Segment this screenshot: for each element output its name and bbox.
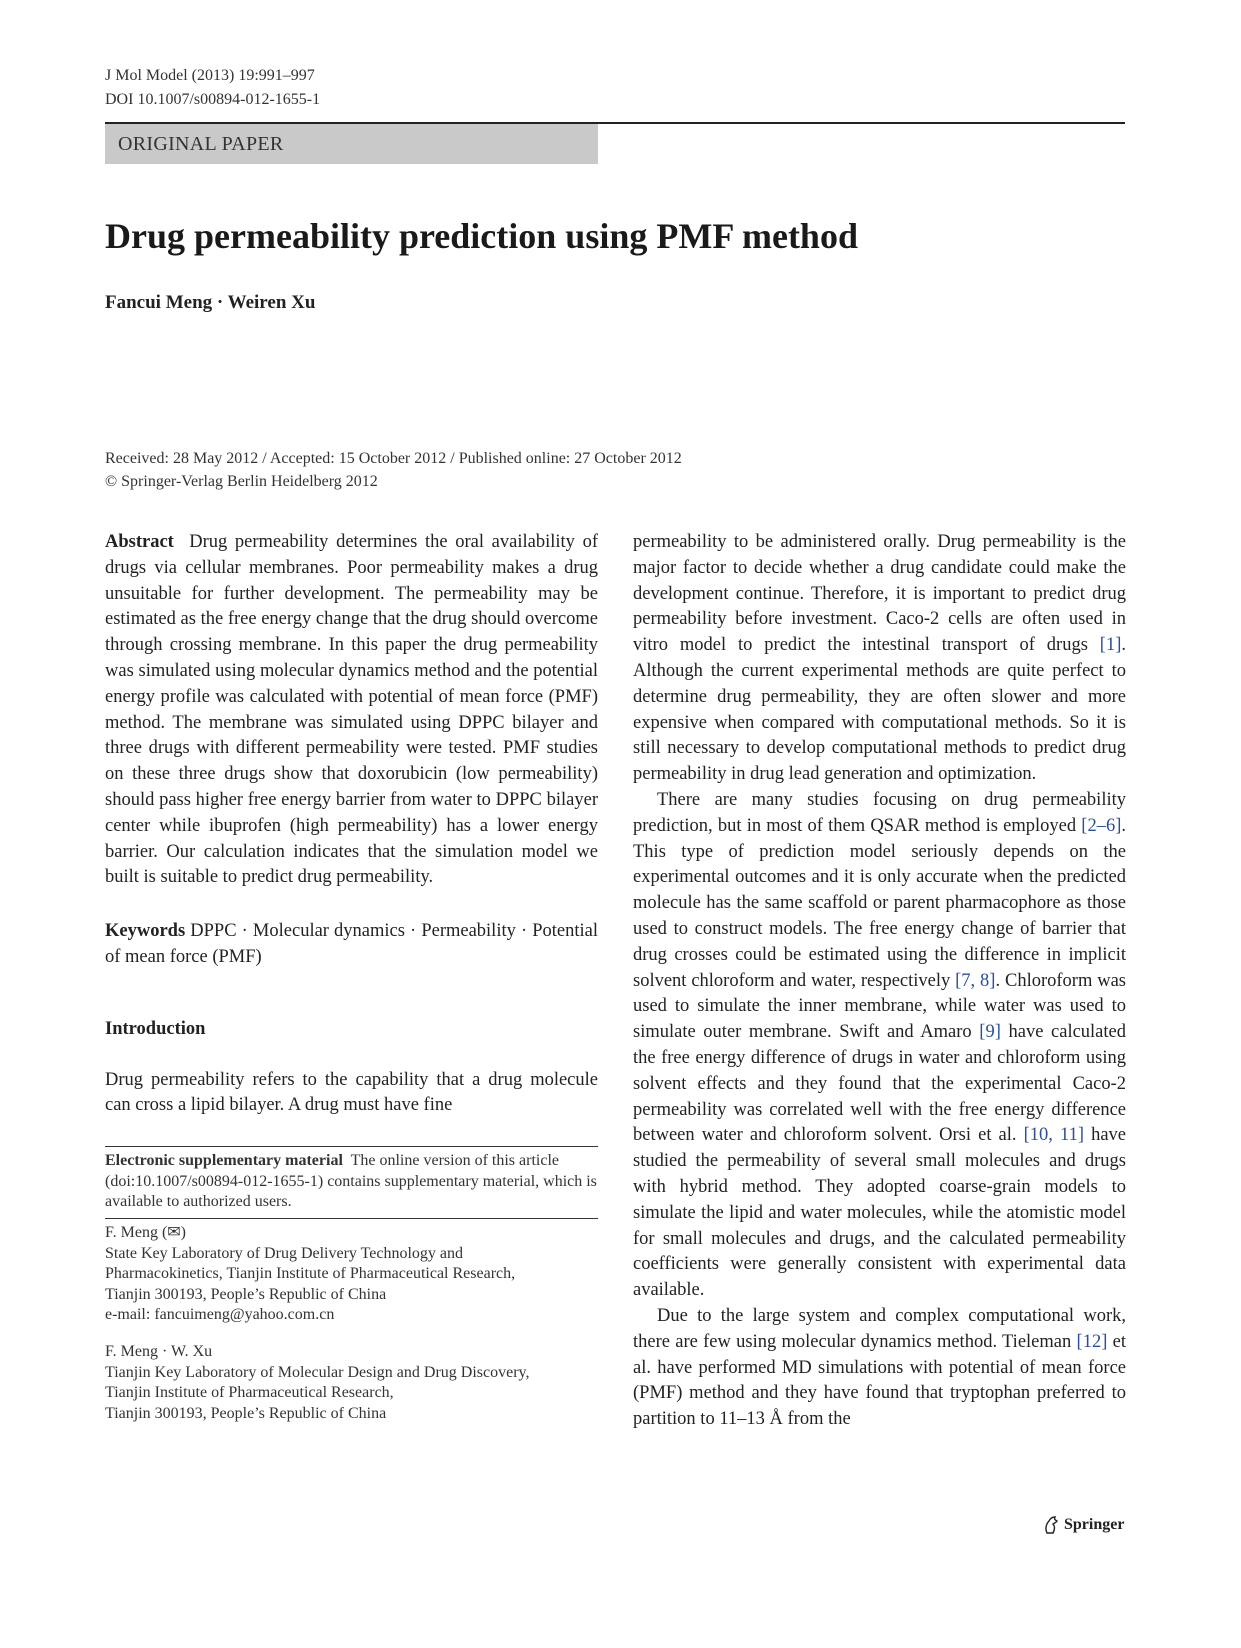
text-run: et al. have performed MD simulations with potential of mean force (PMF) method and they have found that tryptophan preferred to partition to 11–13 Å from the — [633, 1331, 1126, 1430]
citation-link[interactable]: [10, 11] — [1023, 1125, 1084, 1146]
abstract — [105, 530, 598, 891]
affiliation-2-line: Tianjin Institute of Pharmaceutical Research, — [105, 1384, 394, 1401]
affiliation-1 — [105, 1223, 598, 1326]
introduction-paragraph: Drug permeability refers to the capability that a drug molecule can cross a lipid bilayer. A drug must have fine — [105, 1069, 598, 1116]
text-run: Due to the large system and complex computational work, there are few using molecular dynamics method. Tieleman — [633, 1305, 1126, 1352]
intro-paragraph-1 — [633, 530, 1126, 788]
citation-link[interactable]: [7, 8] — [955, 970, 996, 991]
abstract-text: Drug permeability determines the oral availability of drugs via cellular membranes. Poor permeability makes a drug unsuitable for further development. The permeability may be estimated as the free energy change that the drug should overcome through crossing membrane. In this paper the drug permeability was simulated using molecular dynamics method and the potential energy profile was calculated with potential of mean force (PMF) method. The membrane was simulated using DPPC bilayer and three drugs with different permeability were tested. PMF studies on these three drugs show that doxorubicin (low permeability) should pass higher free energy barrier from water to DPPC bilayer center while ibuprofen (high permeability) has a lower energy barrier. Our calculation indicates that the simulation model we built is suitable to predict drug permeability. — [105, 532, 598, 888]
author-email[interactable]: e-mail: fancuimeng@yahoo.com.cn — [105, 1306, 335, 1323]
affiliation-1-line: Tianjin 300193, People’s Republic of China — [105, 1285, 387, 1303]
keywords-text: DPPC · Molecular dynamics · Permeability · Potential of mean force (PMF) — [105, 921, 598, 967]
footnote-rule — [105, 1146, 598, 1147]
citation-link[interactable]: [2–6] — [1081, 815, 1122, 836]
introduction-heading: Introduction — [105, 1018, 206, 1039]
received-line: Received: 28 May 2012 / Accepted: 15 October 2012 / Published online: 27 October 2012 — [105, 450, 682, 467]
text-run: . Chloroform was used to simulate the inner membrane, while water was used to simulate outer membrane. Swift and Amaro — [633, 970, 1127, 1043]
text-run: have studied the permeability of several small molecules and drugs with hybrid method. They adopted coarse-grain models to simulate the lipid and water molecules, while the atomistic model for small molecules and drugs, and the calculated permeability coefficients were generally consistent with experimental data available. — [633, 1125, 1126, 1301]
keywords — [105, 919, 598, 971]
right-column — [633, 530, 1126, 1433]
affiliation-1-name: F. Meng (✉) — [105, 1224, 187, 1241]
affiliation-2-name: F. Meng · W. Xu — [105, 1343, 213, 1360]
text-run: . Although the current experimental methods are quite perfect to determine drug permeability, they are often slower and more expensive when compared with computational methods. So it is still necessary to develop computational methods to predict drug permeability in drug lead generation and optimization. — [633, 635, 1126, 785]
affiliation-1-line: Pharmacokinetics, Tianjin Institute of Pharmaceutical Research, — [105, 1265, 516, 1282]
intro-paragraph-3 — [633, 1304, 1126, 1433]
text-run: . This type of prediction model seriously depends on the experimental outcomes and it is only accurate when the predicted molecule has the same scaffold or parent pharmacophore as those used to construct models. The free energy change of barrier that drug crosses could be estimated using the difference in implicit solvent chloroform and water, respectively — [633, 815, 1126, 991]
supplementary-note — [105, 1151, 598, 1213]
journal-header — [105, 64, 320, 112]
intro-paragraph-2 — [633, 788, 1126, 1304]
left-column — [105, 530, 598, 1119]
affiliation-1-line: State Key Laboratory of Drug Delivery Technology and — [105, 1244, 464, 1262]
affiliation-2 — [105, 1342, 598, 1424]
citation-link[interactable]: [12] — [1076, 1331, 1108, 1352]
publisher-logo — [1042, 1515, 1124, 1535]
text-run: There are many studies focusing on drug permeability prediction, but in most of them QSAR method is employed — [633, 789, 1126, 836]
citation-link[interactable]: [9] — [979, 1022, 1001, 1043]
citation-link[interactable]: [1] — [1099, 635, 1122, 656]
section-label: ORIGINAL PAPER — [105, 124, 598, 164]
abstract-label: Abstract — [105, 532, 174, 552]
affiliation-2-line: Tianjin 300193, People’s Republic of China — [105, 1404, 387, 1422]
esm-text: The online version of this article (doi:10.1007/s00894-012-1655-1) contains supplementary material, which is available to authorized users. — [105, 1152, 597, 1210]
journal-citation: J Mol Model (2013) 19:991–997 — [105, 67, 315, 84]
publisher-name: Springer — [1064, 1516, 1125, 1533]
text-run: have calculated the free energy difference of drugs in water and chloroform using solvent effects and they found that the experimental Caco-2 permeability was correlated well with the free energy difference between water and chloroform solvent. Orsi et al. — [633, 1022, 1126, 1146]
esm-label: Electronic supplementary material — [105, 1152, 343, 1169]
springer-horse-icon — [1042, 1515, 1060, 1535]
doi-line: DOI 10.1007/s00894-012-1655-1 — [105, 91, 321, 108]
affiliation-2-line: Tianjin Key Laboratory of Molecular Design and Drug Discovery, — [105, 1363, 530, 1381]
copyright-line: © Springer-Verlag Berlin Heidelberg 2012 — [105, 473, 378, 490]
publication-dates — [105, 447, 682, 493]
authors: Fancui Meng · Weiren Xu — [105, 292, 316, 313]
text-run: permeability to be administered orally. Drug permeability is the major factor to decide whether a drug candidate could make the development continue. Therefore, it is important to predict drug permeability before investment. Caco-2 cells are often used in vitro model to predict the intestinal transport of drugs — [633, 532, 1126, 656]
keywords-label: Keywords — [105, 921, 186, 942]
affiliation-rule — [105, 1218, 598, 1219]
paper-title: Drug permeability prediction using PMF method — [105, 216, 858, 256]
